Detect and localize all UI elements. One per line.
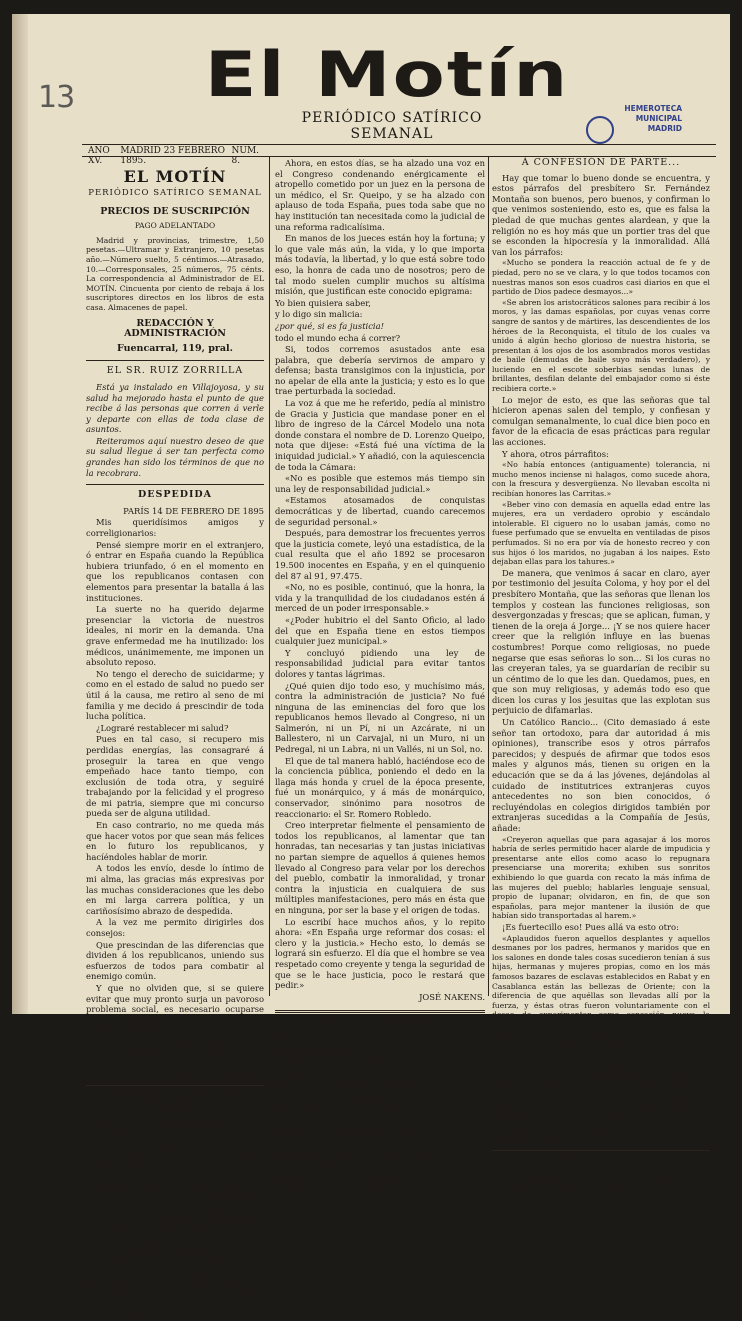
paragraph: En caso contrario, no me queda más que hacer votos por que sean más felices en lo futuro los republicanos, y hacíéndoles hablar de morir. (86, 820, 264, 862)
stamp-line: HEMEROTECA (624, 104, 682, 113)
poem-line: mas por ella con joyas resplandece (275, 1103, 424, 1114)
paragraph: Después, para demostrar los frecuentes yerros que la justicia comete, leyó una estadística, de la cual resulta que el año 1892 se procesaron 19.500 inocentes en España, y en el quinquenio del 87 al 91, 97.475. (275, 528, 485, 581)
paragraph: Y, sin embargo, este deseo encarna muy pocas veces en la realidad. Las iniciativas en los asuntos graves, trascendentales, que afectan á la vida de la sociedad, que son comunes á todos, casi nunca la toman ellos. Es desconsolador. (86, 1246, 264, 1321)
poem-line: Da al pordiosero, si la ven, un cuarto, (275, 1033, 435, 1044)
paragraph: «No es posible que estemos más tiempo sin una ley de responsabilidad judicial.» (275, 473, 485, 494)
masthead-title: El Motín (204, 37, 570, 111)
quote: «Mucho se pondera la reacción actual de fe y de piedad, pero no se ve clara, y lo que todos tocamos con nuestras manos son esos cuadros casi diarios en que el partido de Dios padece desmayos...» (492, 258, 710, 297)
paragraph: El que de tal manera habló, haciéndose eco de la conciencia pública, poniendo el dedo en la llaga más honda y cruel de la época presente, fué un monárquico, y á más de monárquico, conservador, sinónimo para nosotros de reaccionario: el Sr. Romero Robledo. (275, 755, 485, 819)
paragraph: ¡Es fuertecillo eso! Pues allá va esto otro: (502, 921, 679, 932)
column-2 (275, 158, 485, 1195)
issue-date: MADRID 23 FEBRERO 1895. (120, 146, 225, 166)
issue-number: NÚM. 8. (231, 146, 260, 166)
quote: «Aplaudidos fueron aquellos desplantes y aquellos desmanes por los padres, hermanos y maridos que en los salones en donde tales cosas sucedieron tenían á sus hijas, hermanas y mujeres propias, como en los más famosos bazares de esclavas establecidos en Rabat y en Casablanca están las bellezas de Oriente; con la diferencia de que aquéllas son llevadas allí por la fuerza, y éstas otras fueron voluntariamente con el deseo de experimentar como sensación nueva la manifestación del deseo expresada sin atenuaciones por un hombre semisalvaje á la vista de cuanto más habría de servir para despertar sus ánsias de bestia en estado de celo.» (492, 933, 710, 1058)
verse-line: Yo bien quisiera saber, (275, 297, 371, 308)
redaccion-title: REDACCIÓN Y ADMINISTRACIÓN (124, 317, 226, 340)
despedida-date: PARÍS 14 DE FEBRERO DE 1895 (123, 505, 264, 516)
paragraph: Un Católico Rancio... (Cito demasiado á este señor tan ortodoxo, para dar autoridad á mis opiniones), transcribe esos y otros párrafos parecidos; y después de afirmar que todos esos males y algunos más, tienen su origen en la educación que se da á las jóvenes, dejándolas al cuidado de institutrices extranjeras cuyos antecedentes no son bien conocidos, ó recluyéndolas en colegios dirigidos también por extranjeras sucedidas a la Compañía de Jesús, añade: (492, 717, 710, 833)
paragraph: A todos les envío, desde lo íntimo de mi alma, las gracias más expresivas por las muchas consideraciones que les debo en mi larga carrera política, y un cariñosísimo abrazo de despedida. (86, 863, 264, 916)
paragraph: Si, todos corremos asustados ante esa palabra, que debería servirnos de amparo y defensa; basta transigimos con la injusticia, por no apelar de ella ante la justicia; y esto es lo que trae perturbada la sociedad. (275, 344, 485, 397)
paragraph: Hay que tomar lo bueno donde se encuentra, y estos párrafos del presbítero Sr. Fernández Montaña son buenos, pero buenos, y confirman lo que venimos sosteniendo, esto es, que es falsa la piedad de que muchas gentes alardean, y que la religión no es hoy más que un portier tras del que se esconden la hipocresía y la inmoralidad. Allá van los párrafos: (492, 172, 710, 257)
paragraph: ¿Habrá hijo alguno que no desee que su padre sea el más valiente sí de valor se trata, el más sabio sí de sabiduría, el más honrado si de honradez? Seguramente que no. (86, 1117, 264, 1170)
verse-line: y lo digo sin malicia: (275, 309, 363, 320)
column-divider (488, 156, 489, 996)
library-seal-icon (586, 116, 614, 144)
paragraph: Jesuitas, curas y monárquicos son los que hablan así contra las señoras que no salen de las iglesias y vuelvan sus bolsas en la del cura. No seré yo quien los desmienta, porque cumple á mi propósito hacer constar, con autoridades tan irrefutables, que el concurrir á los templos no supone, ni en las mujeres ni en los hombres, cualidades dignas de encomio. (492, 1059, 710, 1144)
paragraph: «Estamos atosamados de conquistas democráticas y de libertad, cuando carecemos de seguridad personal.» (275, 495, 485, 527)
poem-line: y del torpe festín de la lujuria (275, 1173, 401, 1184)
poem-line: pero le encarga que por ella rece, (275, 1045, 420, 1056)
paragraph: «¿Poder hubitrio el del Santo Oficio, al lado del que en España tiene en estos tiempos cualquier juez municipal.» (275, 614, 485, 647)
paragraph: Mis queridísimos amigos y correligionarios: (86, 517, 264, 539)
stamp-line: MADRID (647, 124, 682, 133)
masthead-subtitle: PERIÓDICO SATÍRICO SEMANAL (301, 110, 483, 142)
paragraph: En manos de los jueces están hoy la fortuna; y lo que vale más aún, la vida, y lo que importa más todavía, la libertad, y lo que está sobre todo eso, la honra de cada uno de nosotros; pero de tal modo suelen cumplir muchos su altísima misión, que justifican este conocido epigrama: (275, 233, 485, 297)
quote: «Creyeron aquellas que para agasajar á los moros habría de serles permitido hacer alarde de impudicia y presentarse ante ellos como acaso lo repugnara presenciarse una morerita; exhiben sus sonritos exhibiendo lo que guarda con recato la más ínfima de las mujeres del pueblo; hablarles lenguaje sensual, propio de lupanar; olvidaron, en fin, de que son españolas, para mejor mantener la ilusión de que habían sido transportadas al harem.» (492, 834, 710, 921)
paragraph: De manera, que venimos á sacar en claro, ayer por testimonio del jesuíta Coloma, y hoy por el del presbítero Montaña, que las señoras que llenan los templos y costean las funciones religiosas, son desvergonzadas y frescas; que se aplican, fuman, y tienen de la oreja á Jorge... ¡Y se nos quiere hacer creer que la religión influye en las buenas costumbres! Porque como religiosas, no puede negarse que esas señoras lo son... Si los curas no las creyeran tales, ya se guardarían de recibir su un céntimo de lo que les dan. Quedamos, pues, en que son muy religiosas, y además todo eso que dicen los curas y los jesuitas que las explotan sus perjuicio de difamarlas. (492, 567, 710, 716)
poem-line: el que de ropas y de hogar carece, (275, 1091, 422, 1102)
paragraph: Que prescindan de las diferencias que dividen á los republicanos, uniendo sus esfuerzos de todos para combatir al enemigo común. (86, 939, 264, 982)
nakens-signature: JOSÉ NAKENS. (419, 991, 485, 1002)
paragraph: Lo escribí hace muchos años, y lo repito ahora: «En España urge reformar dos cosas: el clero y la justicia.» Hecho esto, lo demás se logrará sin esfuerzo. El día que el hombre se vea respetado como creyente y tenga la seguridad de que se le hace justicia, poco le restará que pedir.» (275, 916, 485, 991)
paragraph: Ahora, en estos días, se ha alzado una voz en el Congreso condenando enérgicamente el atropello cometido por un juez en la persona de un médico, el Sr. Queipo, y se ha alzado con aplauso de toda España, pues toda sabe que no hay institución tan necesitada como la judicial de una reforma radicalísima. (275, 158, 485, 232)
redaccion-address: Fuencarral, 119, pral. (117, 342, 233, 354)
paragraph: Creo interpretar fielmente el pensamiento de todos los republicanos, al lamentar que tan honradas, tan necesarias y tan justas iniciativas no partan siempre de aquellos á quienes hemos llevado al Congreso para velar por los derechos del pueblo, combatir la inmoralidad, y tronar contra la injusticia en cualquiera de sus múltiples manifestaciones, pero más en ésta que en ninguna, por ser la base y el origen de todas. (275, 820, 485, 915)
poem-line: Del refinado afeite dió en la incuria, (275, 1126, 429, 1137)
prices-title: PRECIOS DE SUSCRIPCIÓN (100, 205, 250, 217)
verse-line: ¿por qué, si es fa justicia! (275, 320, 384, 331)
paragraph: Pues, señor, parece ser que lo del cura de Alcantarilla ocurrió de este modo. (492, 1171, 710, 1193)
poem-line: al faldero de bizcochos harto. (275, 1068, 401, 1079)
paragraph: Y por el mismo principio ¿habrá republicano que no desee que sus representantes, lo mismo en el Congreso que en el Municipio, sean los más intransigentes defensores del derecho, los más resueltos enemigos de la injusticia? Seguramente que tampoco. (86, 1171, 264, 1246)
column-divider (269, 156, 270, 996)
paragraph: No tengo el derecho de suicidarme; y como en el estado de salud no puedo ser útil á la causa, me retiro al seno de mi familia y me decido á prescindir de toda lucha política. (86, 668, 264, 722)
zorrilla-title: EL SR. RUIZ ZORRILLA (86, 360, 264, 377)
column-1 (86, 158, 264, 1321)
box-title: EL MOTÍN (123, 167, 227, 186)
paragraph: Está ya instalado en Villajoyosa, y su salud ha mejorado hasta el punto de que recibe á las personas que corren á verle y departe con ellas de toda clase de asuntos. (86, 381, 264, 435)
poem-line: y en tanto en el manguito abriga y mece (275, 1057, 447, 1068)
page-binding-edge (12, 14, 28, 1014)
mal-anda-title: EL QUE MAL ANDA... (492, 1150, 710, 1167)
paragraph: Y que no olviden que, si se quiere evitar que muy pronto surja un pavoroso problema social, es necesario ocuparse de las múltiples cuestiones sociales, que no admiten espera, y que no pase día sin que las clases obreras vean que las llamadas directoras se ocupan de sus necesidades. (86, 982, 264, 1068)
poem-line: porque aún le queda de besar la furia. (275, 1149, 438, 1160)
prices-text: Madrid y provincias, trimestre, 1,50 pesetas.—Ultramar y Extranjero, 10 pesetas año.—Número suelto, 5 céntimos.—Atrasado, 10.—Corresponsales, 25 números, 75 cénts. La correspondencia al Administrador de EL MOTÍN. Cincuenta por ciento de rebaja á los suscriptores directos en los libros de esta casa. Almacenes de papel. (86, 235, 264, 312)
archive-number: 13 (38, 80, 75, 115)
paragraph: «No, no es posible, continuó, que la honra, la vida y la tranquilidad de los ciudadanos estén á merced de un poder irresponsable.» (275, 582, 485, 614)
paragraph: A la vez me permito dirigirles dos consejos: (86, 917, 264, 938)
poem-line: y hoy desgasta los santos con sus besos, (275, 1138, 447, 1149)
poem-line: á Dios ofrece los mondados huesos. (275, 1184, 427, 1195)
paragraph: ¿Lograré restablecer mi salud? (96, 722, 229, 733)
paragraph: Y concluyó pidiendo una ley de responsabilidad judicial para evitar tantos dolores y tantas lágrimas. (275, 647, 485, 679)
paragraph: Pues en tal caso, si recupero mis perdidas energías, las consagraré á proseguir la tarea en que vengo empeñado hace tanto tiempo, con exclusión de toda otra, y seguiré trabajando por la felicidad y el progreso de mi patria, siempre que mi concurso pueda ser de alguna utilidad. (86, 734, 264, 819)
box-subtitle: PERIÓDICO SATÍRICO SEMANAL (88, 188, 262, 198)
despedida-signature: MANUEL RUIZ ZORRILLA (149, 1068, 264, 1079)
stamp-line: MUNICIPAL (635, 114, 682, 123)
poem-line: Nunca alcanza su don en el reparto (275, 1080, 427, 1091)
confesion-title: Á CONFESIÓN DE PARTE... (521, 157, 681, 168)
admin-title: LA ADMINISTRACIÓN DE JUSTICIA (86, 1085, 264, 1112)
poem-line: Gastó la carne en líbricos excesos, (275, 1161, 422, 1172)
paragraph: ¿Qué quien dijo todo eso, y muchísimo más, contra la administración de justicia? No fué ninguna de las eminencias del foro que los republicanos hemos llevado al Congreso, ni un Salmerón, ni un Pí, ni un Azcárate, ni un Ballestero, ni un Carvajal, ni un Muro, ni un Pedregal, ni un Labra, ni un Vallés, ni un Sol, no. (275, 680, 485, 755)
paragraph: Lo mejor de esto, es que las señoras que tal hicieron apenas salen del templo, y confiesan y comulgan semanalmente, lo cual dice bien poco en favor de la eficacia de esas prácticas para regular las acciones. (492, 394, 710, 448)
poem-title: LA INVALIDA DEL PECADO (275, 1010, 485, 1030)
paragraph: Y ahora, otros párrafitos: (502, 448, 609, 459)
divider (82, 144, 716, 145)
paragraph: La voz á que me he referido, pedía al ministro de Gracia y Justicia que mandase poner en el libro de ingreso de la Cárcel Modelo una nota donde constara el nombre de D. Lorenzo Queipo, nota que dijese: «Está fué una víctima de la iniquidad judicial.» Y añadió, con la aquiescencia de toda la Cámara: (275, 398, 485, 472)
newspaper-page (12, 14, 730, 1321)
paragraph: La suerte no ha querido dejarme presenciar la victoria de nuestros ideales, ni morir en la demanda. Una grave enfermedad me ha inutilizado: los médicos, unánimemente, me imponen un absoluto reposo. (86, 604, 264, 668)
quote: «Se abren los aristocráticos salones para recibir á los moros, y las damas españolas, por cuyas venas corre sangre de santos y de mártires, las descendientes de los héroes de la Reconquista, el título de los cuales va unido á algún hecho glorioso de nuestra historia, se presentan á los ojos de los asombrados moros vestidas de baile (demudas de baile suyo más verdadero), y luciendo en el escote soberbias sendas lunas de brillantes, desfilan delante del embajador como si éste recibiera corte.» (492, 297, 710, 394)
column-3 (492, 157, 710, 1193)
verse-line: todo el mundo echa á correr? (275, 332, 401, 343)
paragraph: Pensé siempre morir en el extranjero, ó entrar en España cuando la República hubiera triunfado, ó en el momento en que los republicanos contasen con elementos para presentar la batalla á las instituciones. (86, 539, 264, 603)
issue-year: AÑO XV. (88, 146, 110, 166)
quote: «Beber vino con demasía en aquella edad entre las mujeres, era un verdadero oprobio y escándalo intolerable. El ciguero no lo usaban jamás, como no fuese perfumado que se envuelta en ventiladas de pisos perfumados. Si no era por vía de honesto recreo y con sus hijos ó los maridos, no jugaban á los naipes. Esto dejaban ellas para los tahures.» (492, 499, 710, 567)
prices-subtitle: PAGO ADELANTADO (134, 221, 216, 231)
poem-line: la virgen de la Leche y el Buen Parto. (275, 1115, 435, 1126)
quote: «No había entonces (antiguamente) tolerancia, ni mucho menos inciense ni halagos, como sucede ahora, con la frescura y desvergüenza. No llevaban escolta ni recibían honores las Carritas.» (492, 460, 710, 498)
paragraph: Reiteramos aquí nuestro deseo de que su salud llegue á ser tan perfecta como grandes han sido los términos de que no la recobrara. (86, 435, 264, 478)
despedida-title: DESPEDIDA (86, 484, 264, 501)
